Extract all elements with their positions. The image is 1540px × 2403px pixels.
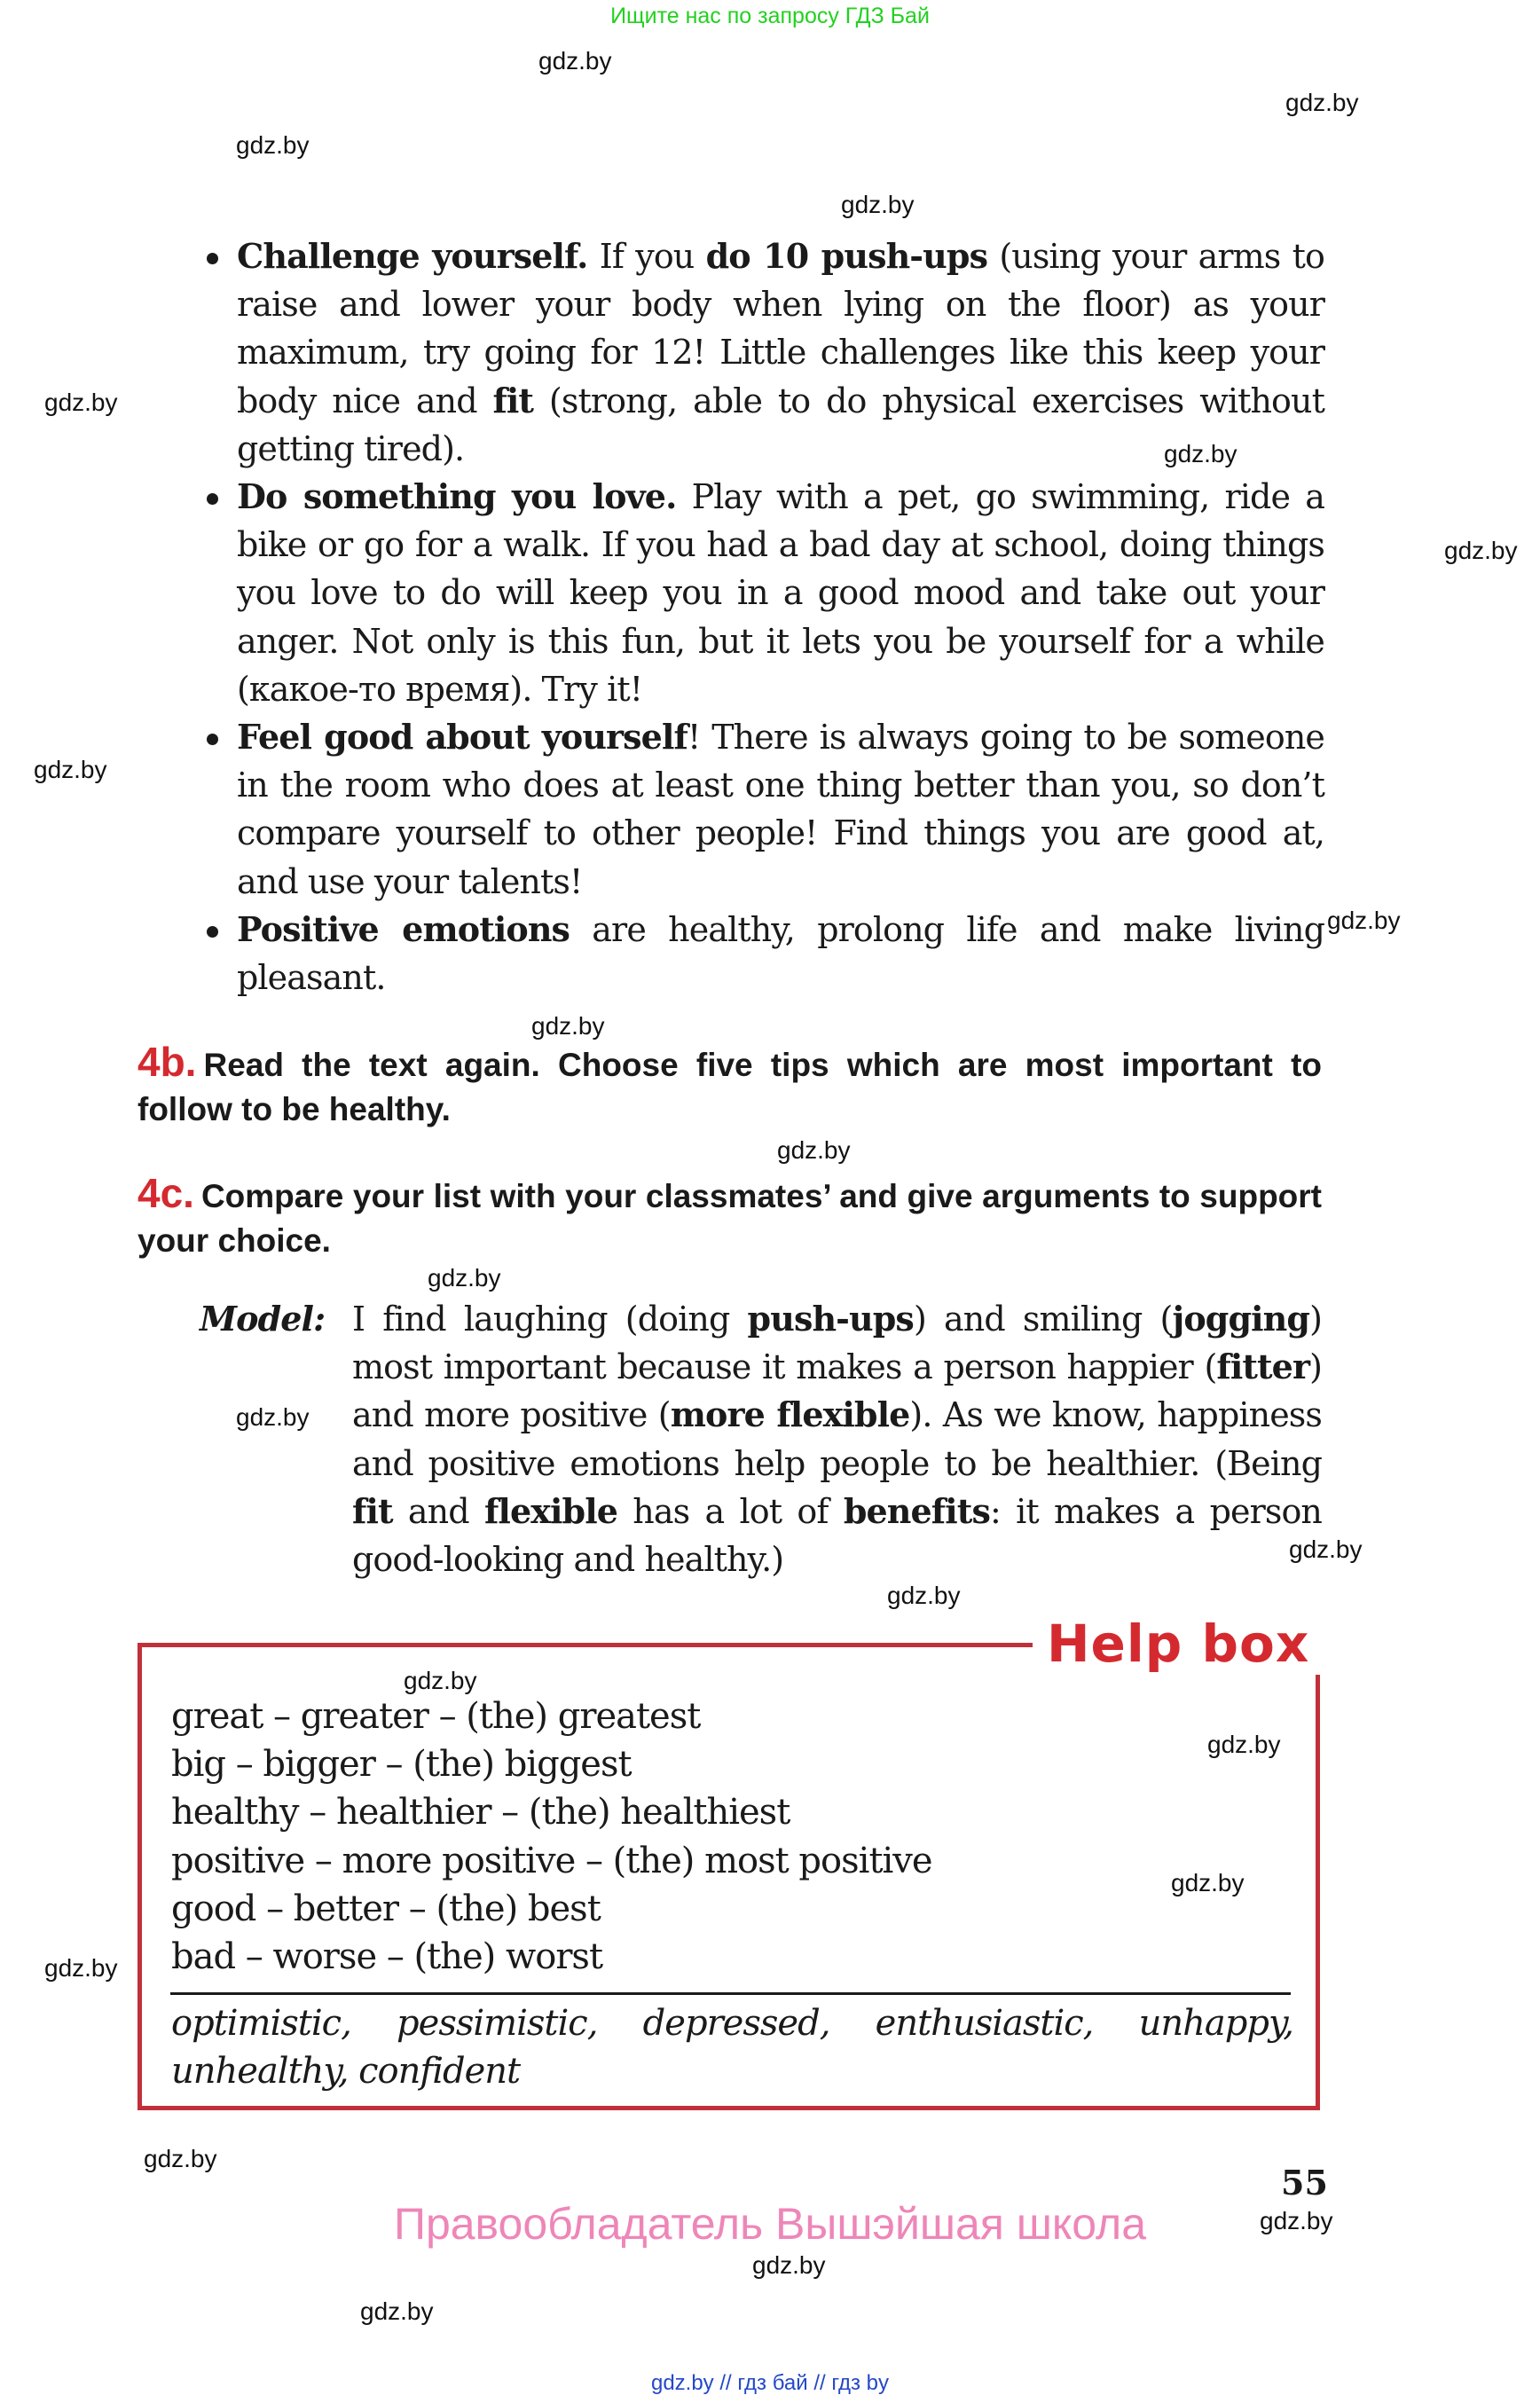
comparative-row: bad – worse – (the) worst: [171, 1936, 603, 1978]
bullet-icon: [207, 734, 218, 745]
watermark: gdz.by: [1444, 537, 1518, 564]
model-text-run: has a lot of: [617, 1491, 844, 1531]
help-box-title: Help box: [1033, 1613, 1325, 1675]
bullet-icon: [207, 493, 218, 505]
watermark: gdz.by: [360, 2297, 434, 2325]
comparatives-list: [171, 1692, 932, 1981]
watermark: gdz.by: [752, 2251, 826, 2279]
tip-text: ! There is always going to be someone in the room who does at least one thing better than you, so don’t compare yourself to other people! Find things you are good at, and use your talents!: [237, 718, 1324, 901]
search-banner: Ищите нас по запросу ГДЗ Бай: [610, 4, 930, 28]
model-keyword: benefits: [843, 1490, 990, 1531]
comparative-row: positive – more positive – (the) most positive: [171, 1840, 932, 1881]
watermark: gdz.by: [236, 131, 310, 159]
model-keyword: flexible: [483, 1490, 618, 1531]
task-4b: [138, 1040, 1322, 1132]
model-keyword: fit: [352, 1490, 393, 1531]
model-text-run: ) most important because it makes a person happier (: [352, 1300, 1322, 1387]
model-text-run: I find laughing (doing: [352, 1300, 748, 1339]
tip-heading: Feel good about yourself: [237, 717, 688, 758]
model-text-run: and: [392, 1491, 484, 1531]
watermark: gdz.by: [1327, 907, 1401, 934]
model-text-run: ). As we know, happiness and positive emotions help people to be healthier. (Being: [352, 1395, 1323, 1483]
tip-heading: Challenge yourself.: [237, 236, 588, 276]
tip-keyword: do 10 push-ups: [705, 236, 988, 276]
model-keyword: more flexible: [670, 1394, 910, 1435]
tip-keyword: fit: [492, 380, 534, 420]
bullet-icon: [207, 253, 218, 264]
watermark: gdz.by: [404, 1667, 477, 1694]
watermark: gdz.by: [1171, 1869, 1245, 1896]
model-keyword: fitter: [1216, 1347, 1310, 1387]
task-4c: [138, 1171, 1322, 1263]
task-instruction: Read the text again. Choose five tips which are most important to follow to be healthy.: [138, 1047, 1322, 1127]
model-label: Model:: [200, 1299, 326, 1339]
tip-text: are healthy, prolong life and make living pleasant.: [237, 909, 1324, 998]
watermark: gdz.by: [1285, 89, 1359, 116]
watermark: gdz.by: [841, 191, 915, 218]
watermark: gdz.by: [144, 2145, 217, 2172]
tip-item: [200, 473, 1324, 713]
model-text-run: ) and smiling (: [913, 1300, 1173, 1339]
comparative-row: good – better – (the) best: [171, 1888, 601, 1929]
watermark: gdz.by: [777, 1136, 851, 1164]
page-number: 55: [1281, 2163, 1328, 2203]
footer-links[interactable]: gdz.by // гдз бай // гдз by: [650, 2371, 890, 2395]
watermark: gdz.by: [1260, 2207, 1333, 2234]
watermark: gdz.by: [1207, 1731, 1281, 1758]
watermark: gdz.by: [44, 389, 118, 416]
tip-item: [200, 713, 1324, 906]
watermark: gdz.by: [887, 1582, 961, 1609]
model-text: [352, 1295, 1322, 1583]
comparative-row: great – greater – (the) greatest: [171, 1696, 701, 1737]
watermark: gdz.by: [538, 47, 612, 75]
tip-item: [200, 906, 1324, 1001]
model-keyword: push-ups: [747, 1299, 914, 1339]
watermark: gdz.by: [428, 1264, 501, 1292]
model-text-run: ) and more positive (: [352, 1347, 1322, 1435]
tip-item: [200, 232, 1324, 473]
tip-heading: Positive emotions: [237, 908, 570, 949]
watermark: gdz.by: [44, 1954, 118, 1982]
comparative-row: healthy – healthier – (the) healthiest: [171, 1792, 790, 1834]
watermark: gdz.by: [1164, 440, 1238, 467]
tip-text: Play with a pet, go swimming, ride a bike or go for a walk. If you had a bad day at school, doing things you love to do will keep you in a good mood and take out your anger. Not only is this fun, but it lets you be yourself for a while (какое-то время). Try it!: [237, 477, 1324, 709]
watermark: gdz.by: [34, 756, 107, 783]
rights-holder: Правообладатель Вышэйшая школа: [394, 2199, 1146, 2249]
watermark: gdz.by: [1289, 1535, 1363, 1563]
tip-text: If you: [587, 237, 706, 276]
model-answer: [200, 1295, 1322, 1583]
watermark: gdz.by: [236, 1403, 310, 1431]
task-number: 4c.: [138, 1170, 194, 1216]
task-instruction: Compare your list with your classmates’ and give arguments to support your choice.: [138, 1178, 1322, 1259]
tip-heading: Do something you love.: [237, 476, 677, 517]
model-keyword: jogging: [1172, 1299, 1310, 1339]
model-text-run: : it makes a person good-looking and healthy.): [352, 1491, 1322, 1580]
tip-text: (using your arms to raise and lower your body when lying on the floor) as your maximum, try going for 12! Little challenges like this keep your body nice and: [237, 237, 1324, 420]
comparative-row: big – bigger – (the) biggest: [171, 1744, 632, 1786]
task-number: 4b.: [138, 1039, 197, 1085]
divider: [170, 1992, 1291, 1995]
tips-list: [200, 232, 1324, 1001]
bullet-icon: [207, 926, 218, 938]
adjectives-list: optimistic, pessimistic, depressed, enthusiastic, unhappy, unhealthy, confident: [171, 2003, 1293, 2093]
watermark: gdz.by: [531, 1012, 605, 1040]
tip-text: (strong, able to do physical exercises without getting tired).: [237, 381, 1324, 468]
